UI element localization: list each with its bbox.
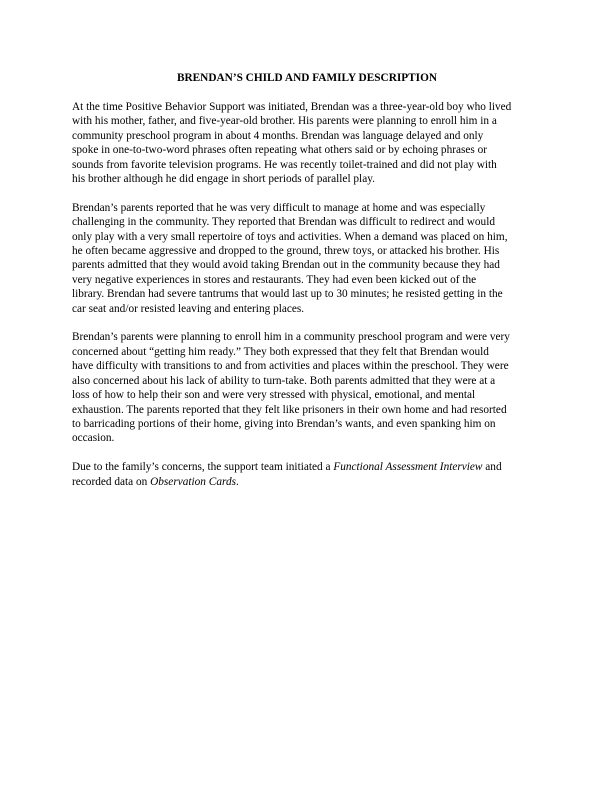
functional-assessment-interview-reference: Functional Assessment Interview bbox=[333, 461, 483, 474]
observation-cards-reference: Observation Cards bbox=[150, 475, 236, 488]
document-title: BRENDAN’S CHILD AND FAMILY DESCRIPTION bbox=[176, 72, 438, 84]
paragraph-parent-report: Brendan’s parents reported that he was very difficult to manage at home and was especially challenging in the community. They reported that Brendan was difficult to redirect and would only play with a very small repertoire of toys and activities. When a demand was placed on him, he often became aggressive and dropped to the ground, threw toys, or attacked his brother. His parents admitted that they would avoid taking Brendan out in the community because they had very negative experiences in stores and restaurants. They had even been kicked out of the library. Brendan had severe tantrums that would last up to 30 minutes; he resisted getting in the car seat and/or resisted leaving and entering places. bbox=[72, 201, 508, 315]
paragraph-preschool-concerns: Brendan’s parents were planning to enroll him in a community preschool program and were very concerned about “getting him ready.” They both expressed that they felt that Brendan would have difficulty with transitions to and from activities and places within the preschool. They were also concerned about his lack of ability to turn-take. Both parents admitted that they were at a loss of how to help their son and were very stressed with physical, emotional, and mental exhaustion. The parents reported that they felt like prisoners in their own home and had resorted to barricading portions of their home, giving into Brendan’s wants, and even spanking him on occasion. bbox=[72, 331, 510, 445]
paragraph-support-team bbox=[72, 460, 542, 489]
document-page bbox=[72, 71, 542, 503]
paragraph-background: At the time Positive Behavior Support was initiated, Brendan was a three-year-old boy who lived with his mother, father, and five-year-old brother. His parents were planning to enroll him in a community preschool program in about 4 months. Brendan was language delayed and only spoke in one-to-two-word phrases often repeating what others said or by echoing phrases or sounds from favorite television programs. He was recently toilet-trained and did not play with his brother although he did engage in short periods of parallel play. bbox=[72, 101, 512, 186]
text-segment: and recorded data on bbox=[72, 461, 502, 488]
text-segment: . bbox=[236, 475, 239, 488]
text-segment: Due to the family’s concerns, the support team initiated a bbox=[72, 461, 334, 474]
